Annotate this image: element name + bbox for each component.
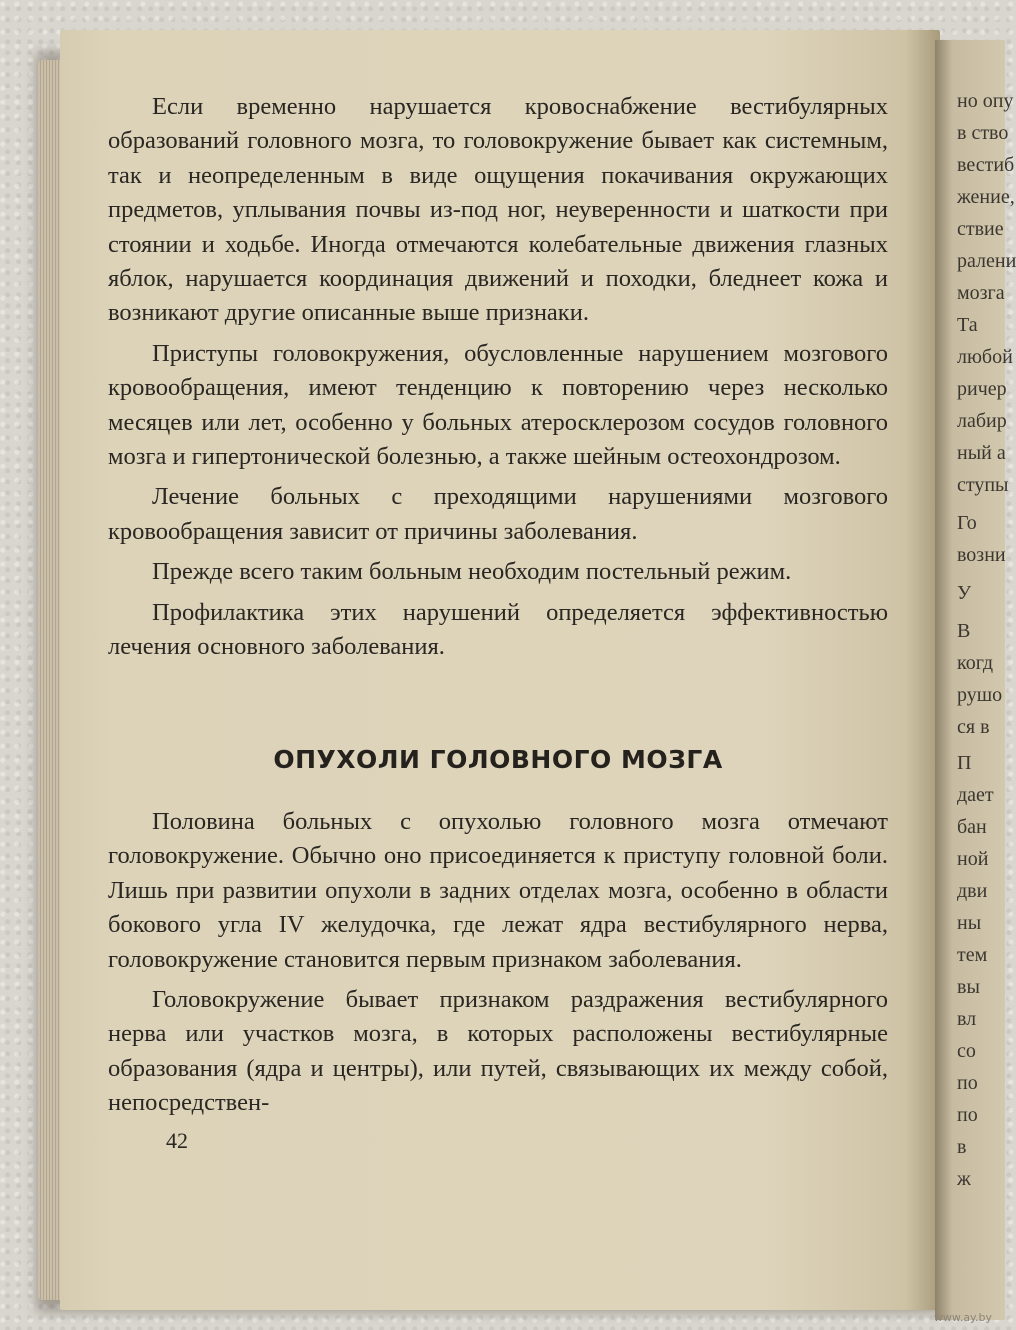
right-fragment: лабир (957, 410, 1007, 432)
page-text (108, 90, 888, 1127)
right-fragment: В (957, 620, 971, 642)
right-fragment: в (957, 1136, 967, 1158)
right-fragment: вы (957, 976, 980, 998)
paragraph-1: Если временно нарушается кровоснабжение вестибулярных образований головного мозга, то головокружение бывает как системным, так и неопределенным в виде ощущения покачивания окружающих предметов, уплывания почвы из-под ног, неуверенности и шаткости при стоянии и ходьбе. Иногда отмечаются колебательные движения глазных яблок, нарушается координация движений и походки, бледнеет кожа и возникают другие описанные выше признаки. (108, 93, 888, 327)
right-fragment: ствие (957, 218, 1004, 240)
paragraph-5: Профилактика этих нарушений определяется эффективностью лечения основного заболевания. (108, 598, 888, 661)
right-fragment: У (957, 582, 972, 604)
right-page (935, 40, 1016, 1320)
right-fragment: когд (957, 652, 994, 674)
right-fragment: ралени (957, 250, 1016, 272)
right-fragment: со (957, 1040, 976, 1062)
right-fragment: ной (957, 848, 989, 870)
right-fragment: бан (957, 816, 987, 838)
watermark: www.ay.by (933, 1311, 992, 1324)
right-fragment: Го (957, 512, 977, 534)
paragraph-6: Половина больных с опухолью головного мозга отмечают головокружение. Обычно оно присоединяется к приступу головной боли. Лишь при развитии опухоли в задних отделах мозга, особенно в области бокового угла IV желудочка, где лежат ядра вестибулярного нерва, головокружение становится первым признаком заболевания. (108, 807, 888, 973)
paragraph-4: Прежде всего таким больным необходим постельный режим. (152, 558, 792, 586)
right-fragment: ся в (957, 716, 990, 738)
right-fragment: по (957, 1072, 978, 1094)
right-fragment: в ство (957, 122, 1009, 144)
right-fragment: ступы (957, 474, 1009, 496)
right-fragment: жение, (957, 186, 1015, 208)
right-fragment: мозга (957, 282, 1005, 304)
right-fragment: тем (957, 944, 988, 966)
right-fragment: дает (957, 784, 994, 806)
right-fragment: ж (957, 1168, 971, 1190)
paragraph-3: Лечение больных с преходящими нарушениями мозгового кровообращения зависит от причины заболевания. (108, 483, 888, 545)
paragraph-7: Головокружение бывает признаком раздражения вестибулярного нерва или участков мозга, в которых расположены вестибулярные образования (ядра и центры), или путей, связывающих их между собой, непосредствен- (108, 985, 888, 1117)
right-fragment: любой (957, 346, 1013, 368)
right-fragment: ричер (957, 378, 1007, 400)
right-fragment: но опу (957, 90, 1014, 112)
right-fragment: рушо (957, 684, 1003, 706)
right-fragment: ны (957, 912, 982, 934)
right-fragment: вестиб (957, 154, 1015, 176)
paragraph-2: Приступы головокружения, обусловленные нарушением мозгового кровообращения, имеют тенденцию к повторению через несколько месяцев или лет, особенно у больных атеросклерозом сосудов головного мозга и гипертонической болезнью, а также шейным остеохондрозом. (108, 339, 888, 471)
right-fragment: П (957, 752, 972, 774)
right-fragment: вл (957, 1008, 977, 1030)
right-fragment: ный а (957, 442, 1006, 464)
right-fragment: по (957, 1104, 978, 1126)
section-heading: ОПУХОЛИ ГОЛОВНОГО МОЗГА (273, 744, 723, 774)
right-fragment: Та (957, 314, 978, 336)
right-fragment: дви (957, 880, 988, 902)
page-number: 42 (166, 1128, 188, 1153)
right-fragment: возни (957, 544, 1006, 566)
